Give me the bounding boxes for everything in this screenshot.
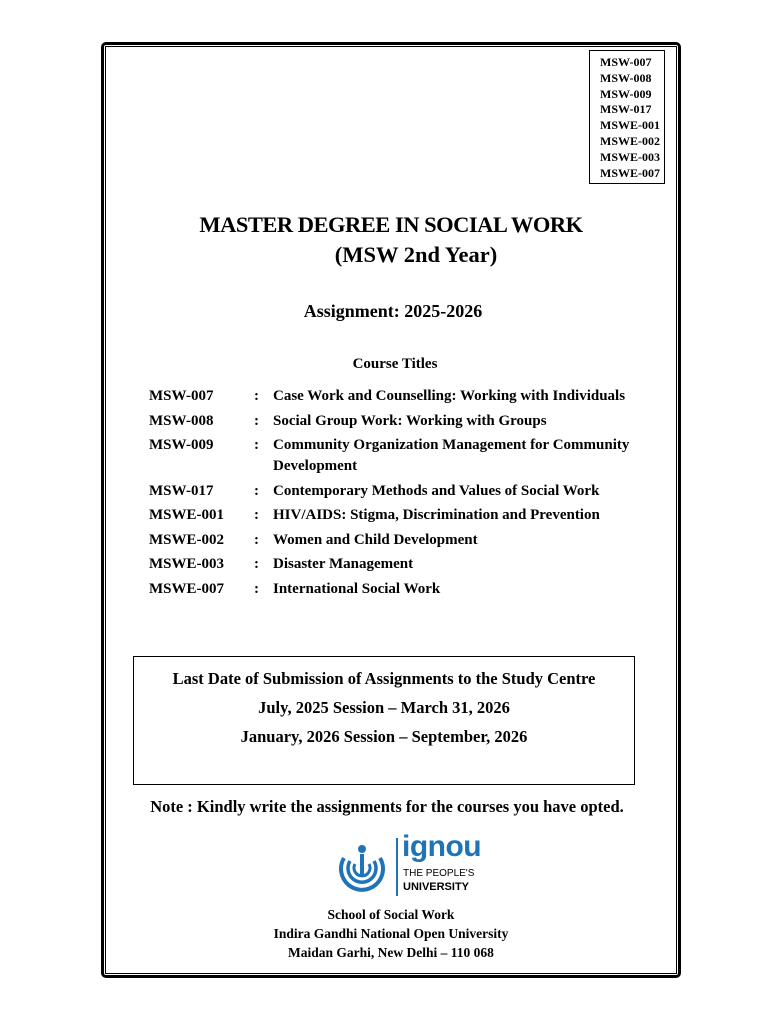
course-row <box>149 435 649 477</box>
course-row-code: MSWE-007 <box>149 580 224 597</box>
logo-tagline: UNIVERSITY <box>403 881 470 893</box>
course-titles-heading: Course Titles <box>352 356 438 372</box>
course-row-title: Women and Child Development <box>273 531 478 548</box>
course-row-title: Social Group Work: Working with Groups <box>273 412 547 429</box>
course-code: MSW-009 <box>600 86 652 101</box>
course-row <box>149 530 649 551</box>
deadline-heading: Last Date of Submission of Assignments to the Study Centre <box>172 669 596 688</box>
course-row-title: HIV/AIDS: Stigma, Discrimination and Prevention <box>273 507 600 523</box>
document-title: MASTER DEGREE IN SOCIAL WORK <box>199 212 583 237</box>
footer-address-line: Maidan Garhi, New Delhi – 110 068 <box>288 945 494 960</box>
course-row-code: MSWE-002 <box>149 531 224 548</box>
logo-divider <box>396 838 398 896</box>
course-code: MSW-008 <box>600 70 652 85</box>
course-code: MSWE-003 <box>600 149 660 164</box>
footer-address <box>101 905 681 962</box>
footer-university: Indira Gandhi National Open University <box>273 926 509 941</box>
course-row-code: MSW-008 <box>149 412 214 429</box>
course-row-code: MSW-017 <box>149 482 214 499</box>
course-row-title: Disaster Management <box>273 556 414 572</box>
course-row-separator: : <box>254 556 259 572</box>
course-row-separator: : <box>254 507 259 523</box>
course-row-title: Contemporary Methods and Values of Social Work <box>273 482 600 499</box>
course-row <box>149 505 649 526</box>
course-code: MSWE-001 <box>600 118 660 133</box>
ignou-logo <box>334 830 482 898</box>
course-row-title: Community Organization Management for Community Development <box>273 437 630 474</box>
course-list <box>149 386 649 603</box>
deadline-january-session: January, 2026 Session – September, 2026 <box>240 727 528 746</box>
course-code: MSW-017 <box>600 102 652 117</box>
logo-wordmark: ignou <box>402 830 482 863</box>
note-text: Note : Kindly write the assignments for the courses you have opted. <box>150 797 624 816</box>
course-code: MSW-007 <box>600 55 652 69</box>
course-row <box>149 554 649 575</box>
course-row-title: International Social Work <box>273 580 441 597</box>
course-row <box>149 579 649 600</box>
course-row-code: MSWE-001 <box>149 507 224 523</box>
course-row <box>149 411 649 432</box>
course-codes-box <box>589 50 665 184</box>
submission-deadline-box <box>133 656 635 785</box>
course-row-title: Case Work and Counselling: Working with Individuals <box>273 388 626 404</box>
course-row <box>149 481 649 502</box>
document-subtitle: (MSW 2nd Year) <box>334 242 498 267</box>
course-row-separator: : <box>254 482 259 499</box>
course-row-code: MSW-007 <box>149 388 214 404</box>
course-row-code: MSWE-003 <box>149 556 224 572</box>
course-row-separator: : <box>254 580 259 597</box>
course-code: MSWE-007 <box>600 165 660 180</box>
course-row-separator: : <box>254 437 259 453</box>
assignment-year: Assignment: 2025-2026 <box>303 301 483 321</box>
footer-school: School of Social Work <box>327 907 455 922</box>
course-row-code: MSW-009 <box>149 437 214 453</box>
course-row-separator: : <box>254 412 259 429</box>
ignou-emblem-icon <box>334 842 390 898</box>
deadline-july-session: July, 2025 Session – March 31, 2026 <box>258 698 510 717</box>
course-row <box>149 386 649 407</box>
course-code: MSWE-002 <box>600 133 660 148</box>
course-row-separator: : <box>254 388 259 404</box>
logo-tagline: THE PEOPLE'S <box>403 868 475 879</box>
course-row-separator: : <box>254 531 259 548</box>
